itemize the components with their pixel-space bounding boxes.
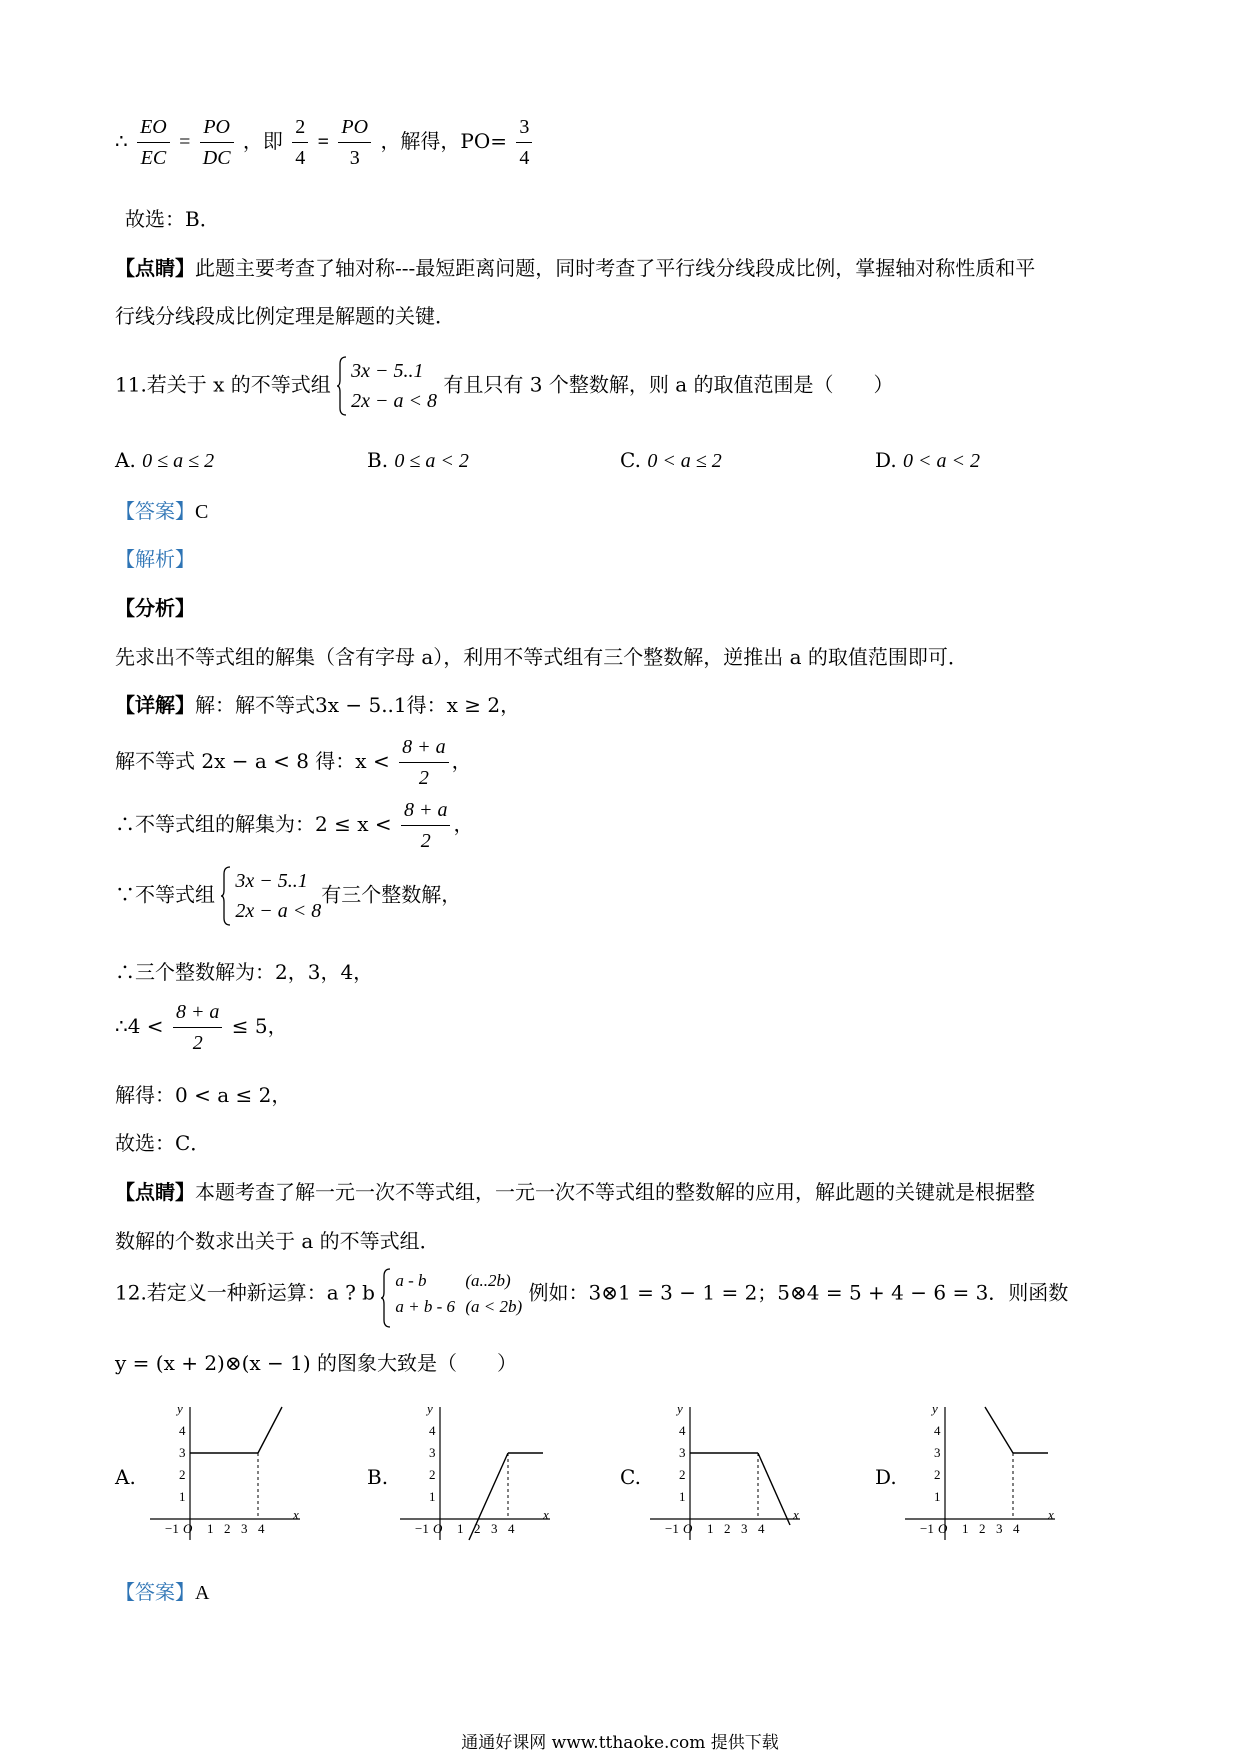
svg-text:1: 1 (934, 1489, 941, 1504)
fraction-8a-2: $\frac{8 + a}{2}$ (399, 732, 449, 793)
svg-text:x: x (293, 1507, 299, 1522)
svg-text:O: O (938, 1521, 948, 1536)
q11-inequality-system: 3x − 5..1 2x − a < 8 (337, 356, 437, 416)
q11-review-line1: 【点睛】本题考查了解一元一次不等式组，一元一次不等式组的整数解的应用，解此题的关键就是根据整 (115, 1180, 1035, 1204)
svg-text:−1: −1 (665, 1521, 679, 1536)
therefore-symbol: ∴ (115, 129, 128, 153)
q11-detail-2: 解不等式 2x − a < 8 得：x < $\frac{8 + a}{2}$ ， (115, 732, 472, 793)
svg-text:x: x (543, 1507, 549, 1522)
svg-text:2: 2 (979, 1521, 986, 1536)
svg-text:1: 1 (962, 1521, 969, 1536)
q11-option-d: D. 0 < a < 2 (875, 448, 981, 472)
q10-review-line1: 【点睛】此题主要考查了轴对称---最短距离问题，同时考查了平行线分线段成比例，掌握轴对称性质和平 (115, 256, 1036, 280)
q11-option-a: A. 0 ≤ a ≤ 2 (115, 448, 215, 472)
svg-text:1: 1 (679, 1489, 686, 1504)
svg-text:4: 4 (679, 1423, 686, 1438)
graph-option-b (395, 1395, 560, 1545)
svg-text:3: 3 (179, 1445, 186, 1460)
svg-text:4: 4 (1013, 1521, 1020, 1536)
q12-question-line1: 12.若定义一种新运算：a ? b a - b (a..2b) a + b - 6 (a < 2b) 例如：3⊗1 = 3 − 1 = 2；5⊗4 = 5 + 4 − 6 = 3．则函数 (115, 1268, 1068, 1320)
svg-text:3: 3 (741, 1521, 748, 1536)
fraction-2-4: $\frac{2}{4}$ (292, 112, 308, 173)
svg-text:2: 2 (934, 1467, 941, 1482)
svg-text:y: y (932, 1401, 938, 1416)
svg-text:O: O (683, 1521, 693, 1536)
svg-text:4: 4 (758, 1521, 765, 1536)
q12-option-d-label: D. (875, 1465, 897, 1489)
svg-text:3: 3 (241, 1521, 248, 1536)
left-brace-icon (221, 866, 231, 926)
svg-text:4: 4 (258, 1521, 265, 1536)
page-footer: 通通好课网 www.tthaoke.com 提供下载 (461, 1733, 779, 1753)
svg-text:4: 4 (508, 1521, 515, 1536)
q12-answer: 【答案】A (115, 1580, 210, 1604)
q11-inequality-system-repeat: 3x − 5..1 2x − a < 8 (221, 866, 321, 926)
q10-choice: 故选：B． (125, 207, 220, 231)
q12-option-b-label: B. (367, 1465, 389, 1489)
fraction-3-4: $\frac{3}{4}$ (516, 112, 532, 173)
q12-option-a-label: A. (115, 1465, 136, 1489)
svg-text:−1: −1 (920, 1521, 934, 1536)
svg-text:O: O (183, 1521, 193, 1536)
q11-detail-7: 解得：0 < a ≤ 2， (115, 1083, 292, 1107)
svg-text:2: 2 (724, 1521, 731, 1536)
svg-text:3: 3 (491, 1521, 498, 1536)
svg-text:O: O (433, 1521, 443, 1536)
proportion-line: ∴ $\frac{EO}{EC}$ = $\frac{PO}{DC}$ ，即 $\frac{2}{4}$ = $\frac{PO}{3}$ ，解得，PO= $\frac{3}{4}$ (115, 112, 535, 173)
q11-detail-5: ∴三个整数解为：2，3，4， (115, 960, 374, 984)
q12-question-line2: y = (x + 2)⊗(x − 1) 的图象大致是（ ） (115, 1351, 518, 1375)
svg-text:4: 4 (179, 1423, 186, 1438)
svg-text:1: 1 (179, 1489, 186, 1504)
svg-text:−1: −1 (415, 1521, 429, 1536)
svg-text:y: y (677, 1401, 683, 1416)
fraction-eo-ec: $\frac{EO}{EC}$ (137, 112, 170, 173)
svg-text:x: x (1048, 1507, 1054, 1522)
svg-text:3: 3 (429, 1445, 436, 1460)
q11-detail-8: 故选：C． (115, 1131, 211, 1155)
graph-line-falling (758, 1453, 790, 1525)
q11-answer: 【答案】C (115, 499, 209, 523)
q11-fenxi-text: 先求出不等式组的解集（含有字母 a），利用不等式组有三个整数解，逆推出 a 的取值范围即可． (115, 645, 968, 669)
svg-text:3: 3 (679, 1445, 686, 1460)
q11-detail-1: 【详解】解：解不等式3x − 5..1得：x ≥ 2， (115, 693, 521, 717)
svg-text:3: 3 (996, 1521, 1003, 1536)
svg-text:1: 1 (457, 1521, 464, 1536)
svg-text:1: 1 (429, 1489, 436, 1504)
q11-fenxi-tag: 【分析】 (115, 596, 195, 620)
q11-detail-4: ∵不等式组 3x − 5..1 2x − a < 8 有三个整数解， (115, 866, 461, 926)
svg-text:4: 4 (429, 1423, 436, 1438)
svg-text:3: 3 (934, 1445, 941, 1460)
svg-text:−1: −1 (165, 1521, 179, 1536)
q12-option-c-label: C. (620, 1465, 641, 1489)
q11-analysis-tag: 【解析】 (115, 547, 195, 571)
svg-text:2: 2 (474, 1521, 481, 1536)
q11-detail-6: ∴4 < $\frac{8 + a}{2}$ ≤ 5， (115, 997, 288, 1058)
q11-question: 11.若关于 x 的不等式组 3x − 5..1 2x − a < 8 有且只有 3 个整数解，则 a 的取值范围是（ ） (115, 356, 893, 416)
svg-text:2: 2 (429, 1467, 436, 1482)
graph-line-rising (258, 1407, 282, 1453)
graph-option-c (645, 1395, 810, 1545)
svg-text:y: y (177, 1401, 183, 1416)
q11-detail-3: ∴不等式组的解集为：2 ≤ x < $\frac{8 + a}{2}$ ， (115, 795, 473, 856)
q11-option-c: C. 0 < a ≤ 2 (620, 448, 722, 472)
left-brace-icon (337, 356, 347, 416)
svg-text:2: 2 (679, 1467, 686, 1482)
left-brace-icon (381, 1268, 391, 1328)
svg-text:4: 4 (934, 1423, 941, 1438)
svg-text:2: 2 (179, 1467, 186, 1482)
graph-line-falling (985, 1407, 1013, 1453)
fraction-po-3: $\frac{PO}{3}$ (338, 112, 371, 173)
q10-review-line2: 行线分线段成比例定理是解题的关键． (115, 304, 455, 328)
svg-text:x: x (793, 1507, 799, 1522)
q11-option-b: B. 0 ≤ a < 2 (367, 448, 469, 472)
graph-option-d (900, 1395, 1065, 1545)
fraction-8a-2: $\frac{8 + a}{2}$ (401, 795, 451, 856)
fraction-po-dc: $\frac{PO}{DC}$ (200, 112, 234, 173)
graph-option-a (145, 1395, 310, 1545)
q11-review-line2: 数解的个数求出关于 a 的不等式组． (115, 1229, 440, 1253)
svg-text:y: y (427, 1401, 433, 1416)
svg-text:1: 1 (707, 1521, 714, 1536)
svg-text:1: 1 (207, 1521, 214, 1536)
svg-text:2: 2 (224, 1521, 231, 1536)
fraction-8a-2: $\frac{8 + a}{2}$ (173, 997, 223, 1058)
q12-operation-definition: a - b (a..2b) a + b - 6 (a < 2b) (381, 1268, 522, 1320)
